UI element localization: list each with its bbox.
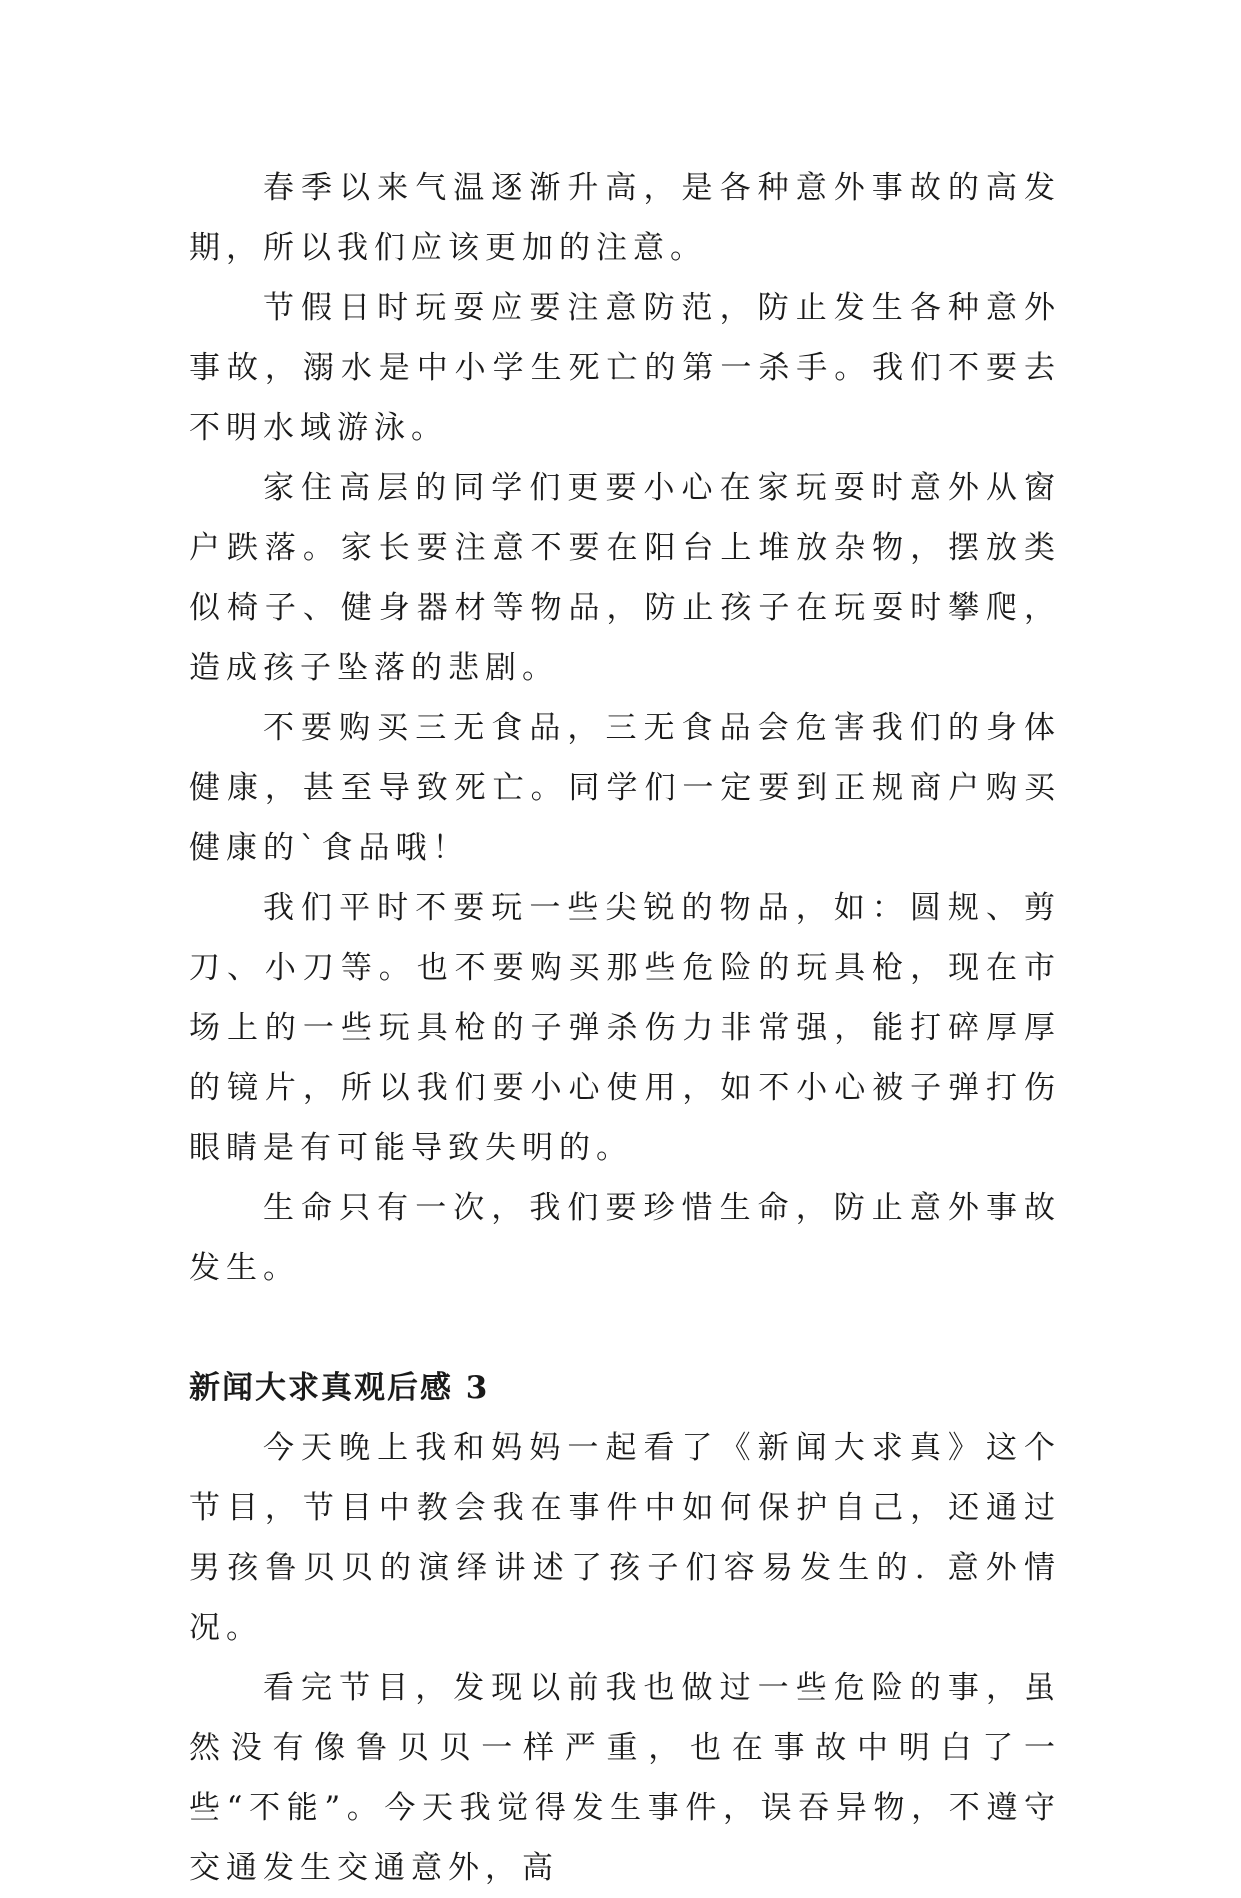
paragraph-sharp-objects: 我们平时不要玩一些尖锐的物品，如：圆规、剪刀、小刀等。也不要购买那些危险的玩具枪，现在市场上的一些玩具枪的子弹杀伤力非常强，能打碎厚厚的镜片，所以我们要小心使用，如不小心被子弹打伤眼睛是有可能导致失明的。 (189, 890, 1061, 1166)
paragraph-spring-accidents: 春季以来气温逐渐升高，是各种意外事故的高发期，所以我们应该更加的注意。 (189, 170, 1061, 266)
paragraph-after-watching: 看完节目，发现以前我也做过一些危险的事，虽然没有像鲁贝贝一样严重，也在事故中明白了一些“不能”。今天我觉得发生事件，误吞异物，不遵守交通发生交通意外，高 (189, 1670, 1061, 1886)
document-body (189, 158, 1061, 1898)
paragraph-food-safety: 不要购买三无食品，三无食品会危害我们的身体健康，甚至导致死亡。同学们一定要到正规商户购买健康的`食品哦！ (189, 710, 1061, 866)
paragraph-window-fall: 家住高层的同学们更要小心在家玩耍时意外从窗户跌落。家长要注意不要在阳台上堆放杂物，摆放类似椅子、健身器材等物品，防止孩子在玩耍时攀爬，造成孩子坠落的悲剧。 (189, 470, 1061, 686)
paragraph-drowning: 节假日时玩耍应要注意防范，防止发生各种意外事故，溺水是中小学生死亡的第一杀手。我们不要去不明水域游泳。 (189, 290, 1061, 446)
paragraph-watched-show: 今天晚上我和妈妈一起看了《新闻大求真》这个节目，节目中教会我在事件中如何保护自己，还通过男孩鲁贝贝的演绎讲述了孩子们容易发生的. 意外情况。 (189, 1430, 1061, 1646)
paragraph-cherish-life: 生命只有一次，我们要珍惜生命，防止意外事故发生。 (189, 1190, 1061, 1286)
section-heading: 新闻大求真观后感 3 (189, 1370, 490, 1406)
